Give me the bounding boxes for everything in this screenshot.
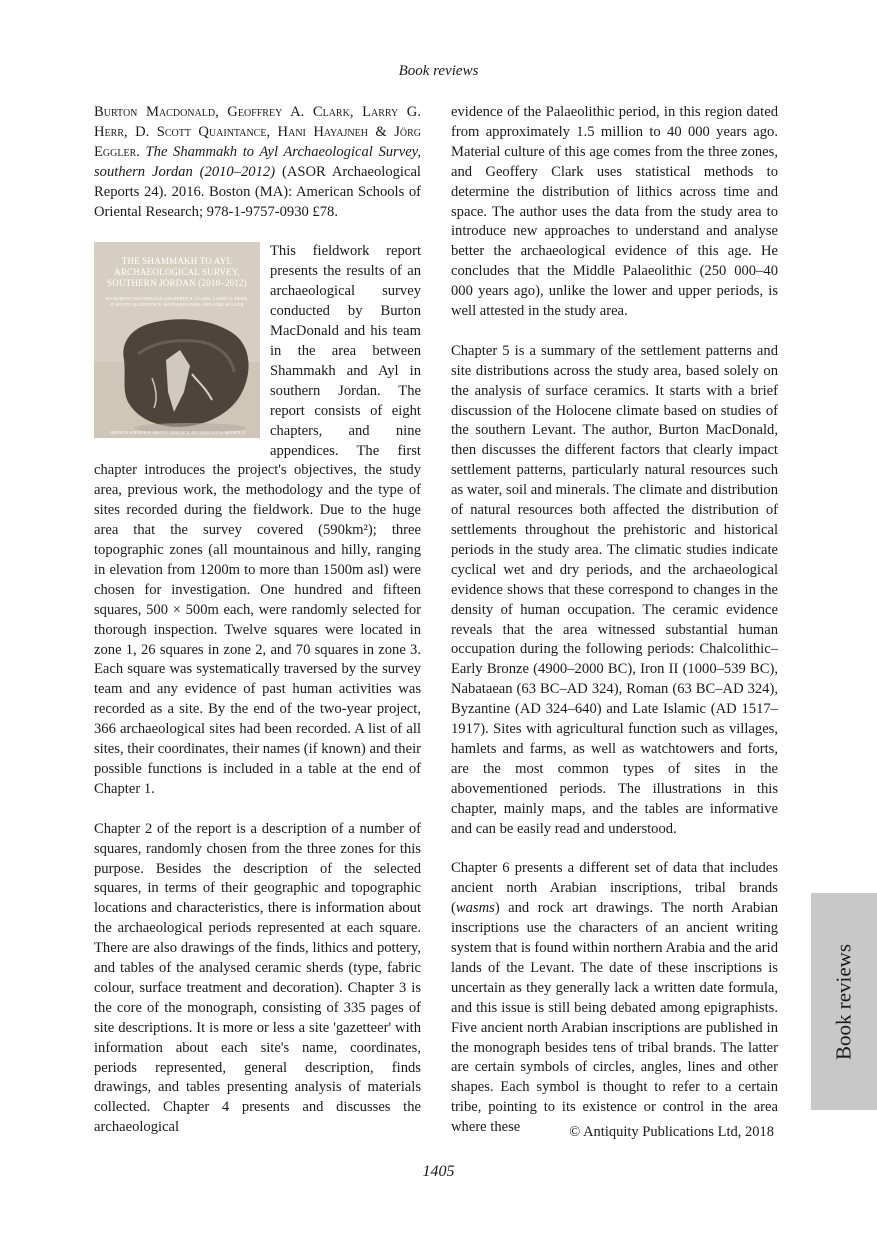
left-column <box>94 103 421 1158</box>
paragraph-text: ) and rock art drawings. The north Arabian inscriptions use the characters of an ancient writing system that is found within northern Arabia and the arid lands of the Levant. The date of these inscriptions is uncertain as they generally lack a written date formula, and this issue is still being debated among epigraphists. Five ancient north Arabian inscriptions are published in the monograph besides tens of tribal brands. The latter are certain symbols of circles, angles, lines and other shapes. Each symbol is thought to refer to a certain tribe, pointing to its existence or control in the area where these <box>451 900 778 1136</box>
copyright-notice: © Antiquity Publications Ltd, 2018 <box>569 1124 774 1140</box>
cover-authors: BY BURTON MACDONALD, GEOFFREY A. CLARK, LARRY G. HERR, D. SCOTT QUAINTANCE, HANI HAYAJNEH, AND JÖRG EGGLER <box>105 296 249 308</box>
cover-title: THE SHAMMAKH TO AYL ARCHAEOLOGICAL SURVEY, SOUTHERN JORDAN (2010–2012) <box>107 256 247 289</box>
section-side-tab <box>811 893 877 1110</box>
citation-details: (ASOR Archaeological Reports 24). 2016. Boston (MA): American Schools of Oriental Research; 978-1-9757-0930 £78. <box>94 163 421 220</box>
italic-term: wasms <box>455 900 495 917</box>
running-head: Book reviews <box>398 63 479 79</box>
paragraph-text: Chapter 6 presents a different set of data that includes ancient north Arabian inscriptions, tribal brands ( <box>451 860 778 917</box>
body-paragraph: Chapter 5 is a summary of the settlement patterns and site distributions across the study area, based solely on the analysis of surface ceramics. It starts with a brief discussion of the Holocene climate based on studies of the southern Levant. The author, Burton MacDonald, then discusses the different factors that clearly impact settlement patterns, particularly natural resources such as water, soil and minerals. The climate and distribution of natural resources both affected the distribution of settlements throughout the prehistoric and historical periods in the study area. The climatic studies indicate cyclical wet and dry periods, and the archaeological evidence shows that these correspond to changes in the density of human occupation. The ceramic evidence reveals that the area witnessed substantial human occupation during the following periods: Chalcolithic–Early Bronze (4900–2000 BC), Iron II (1000–539 BC), Nabataean (63 BC–AD 324), Roman (63 BC–AD 324), Byzantine (AD 324–640) and Late Islamic (AD 1517–1917). Sites with agricultural function such as villages, hamlets and farms, as well as watchtowers and forts, are the most common types of sites in the abovementioned periods. The illustrations in this chapter, mainly maps, and the tables are informative and can be easily read and understood. <box>451 342 778 837</box>
body-paragraph: This fieldwork report presents the results of an archaeological survey conducted by Burton MacDonald and his team in the area between Shammakh and Ayl in southern Jordan. The report consists of eight chapters, and nine appendices. The first chapter introduces the project's objectives, the study area, previous work, the methodology and the type of sites recorded during the fieldwork. Due to the huge area that the survey covered (590km²); three topographic zones (all mountainous and hilly, ranging in elevation from 1200m to more than 1500m asl) were chosen for investigation. One hundred and fifteen squares, 500 × 500m each, were randomly selected for thorough inspection. Twelve squares were located in zone 1, 26 squares in zone 2, and 70 squares in zone 3. Each square was systematically traversed by the survey team and any evidence of past human activities was recorded as a site. By the end of the two-year project, 366 archaeological sites had been recorded. A list of all sites, their coordinates, their names (if known) and their possible functions is included in a table at the end of Chapter 1. <box>94 243 421 797</box>
body-paragraph: Chapter 2 of the report is a description of a number of squares, randomly chosen from the three zones for this purpose. Besides the description of the selected squares, in terms of their geographic and topographic locations and characteristics, there is information about the archaeological periods represented at each square. There are also drawings of the finds, lithics and pottery, and tables of the analysed ceramic sherds (type, fabric colour, surface treatment and decoration). Chapter 3 is the core of the monograph, consisting of 335 pages of site descriptions. It is more or less a site 'gazetteer' with information about each site's name, coordinates, periods represented, general description, finds drawings, and tables presenting analysis of materials collected. Chapter 4 presents and discusses the archaeological <box>94 820 421 1136</box>
right-column <box>451 103 778 1158</box>
cover-series: AMERICAN SCHOOLS OF ORIENTAL RESEARCH, ARCHAEOLOGICAL REPORTS 24 <box>109 431 245 436</box>
citation-title: The Shammakh to Ayl Archaeological Survey, southern Jordan (2010–2012) <box>94 143 421 180</box>
page-number: 1405 <box>422 1163 455 1180</box>
book-citation <box>94 103 421 222</box>
body-paragraph: evidence of the Palaeolithic period, in this region dated from approximately 1.5 million to 40 000 years ago. Material culture of this age comes from the three zones, and Geoffery Clark uses statistical methods to determine the distribution of lithics across time and space. The author uses the data from the study area to introduce new approaches to understand and analyse better the archaeological evidence of this age. He concludes that the Middle Palaeolithic (250 000–40 000 years ago), unlike the lower and upper periods, is well attested in the study area. <box>451 104 778 320</box>
citation-authors: Burton Macdonald, Geoffrey A. Clark, Larry G. Herr, D. Scott Quaintance, Hani Hayajneh & Jörg Eggler. <box>94 104 421 160</box>
book-cover-image <box>94 242 260 438</box>
body-paragraph <box>451 859 778 1138</box>
side-tab-label: Book reviews <box>831 943 856 1060</box>
